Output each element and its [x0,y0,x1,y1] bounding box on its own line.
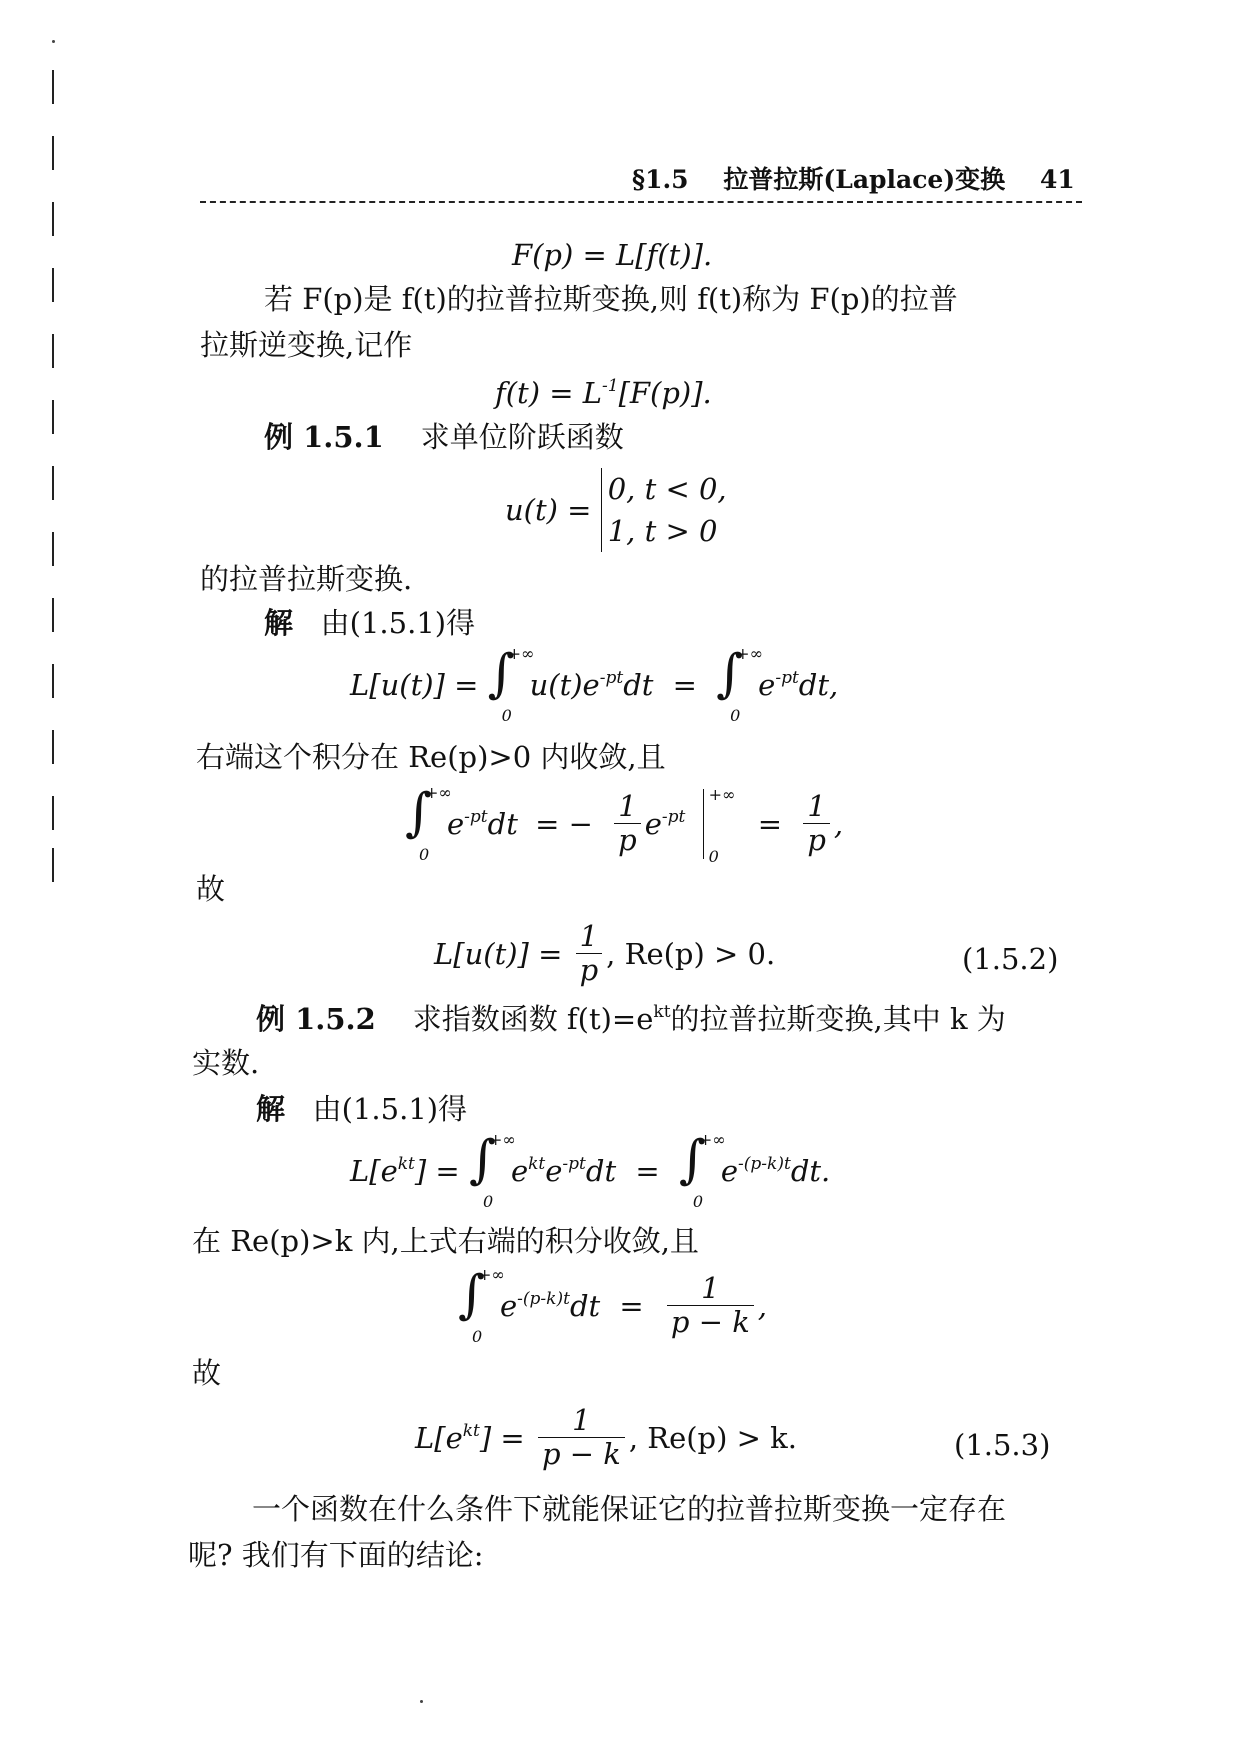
header-rule [200,201,1082,203]
example-tail: 的拉普拉斯变换,其中 k 为 [670,1002,1006,1036]
eval-lower: 0 [708,846,719,866]
exp-base: e [510,1154,529,1188]
example-1-tail: 的拉普拉斯变换. [200,562,413,596]
denominator: p [618,823,637,858]
gutter-mark [52,334,54,368]
integral-lower: 0 [692,1192,704,1211]
therefore-2: 故 [192,1356,222,1390]
example-1-5-1 [264,422,624,454]
eq-153-lhs: L[e [415,1420,463,1455]
integral-sign: ∫ +∞ 0 [716,644,763,725]
dt: dt [623,668,654,702]
eq-Le-lhs: L[e [350,1154,398,1188]
equals-minus: = − [535,806,593,841]
example-label: 例 1.5.1 [264,420,384,454]
fraction-1-over-p [576,920,603,988]
equation-integral-pk [458,1264,768,1346]
equation-Le-integral [350,1130,831,1211]
paragraph-final-line1: 一个函数在什么条件下就能保证它的拉普拉斯变换一定存在 [252,1492,1007,1526]
numerator: 1 [614,790,641,824]
case-1: 0, t < 0, [607,472,727,506]
header-section: §1.5 [632,165,689,194]
example-text: 求单位阶跃函数 [420,420,624,454]
gutter-mark [52,466,54,500]
example-text: 求指数函数 f(t)=e [412,1002,654,1036]
denominator: p [807,823,826,858]
piecewise-cases [601,468,727,552]
eq-153-close: ] = [479,1420,525,1455]
solution-label: 解 [264,606,294,640]
solution-text: 由(1.5.1)得 [320,606,476,640]
numerator: 1 [667,1272,754,1306]
integral-upper: +∞ [488,1130,516,1149]
integral-sign: ∫ +∞ 0 [487,644,535,725]
example-1-5-2 [256,1004,1006,1036]
equation-unit-step [505,468,727,552]
gutter-mark [52,70,54,104]
paragraph-converge-2: 在 Re(p)>k 内,上式右端的积分收敛,且 [192,1224,699,1258]
integral-lower: 0 [419,844,430,864]
period: . [821,1154,831,1188]
numerator: 1 [576,920,603,954]
integral-sign: ∫ +∞ 0 [458,1264,505,1346]
exponent: -(p-k)t [517,1288,570,1309]
dt: dt [790,1154,822,1188]
header-title: 拉普拉斯(Laplace)变换 [723,165,1006,194]
exp-base: e [644,806,662,841]
integrand: e [758,668,776,702]
equals: = [619,1288,644,1323]
integral-sign: ∫ +∞ 0 [678,1130,726,1211]
equation-1-5-2 [434,920,775,988]
scan-dot [52,40,55,43]
eval-upper: +∞ [708,784,736,804]
comma: , [829,668,839,702]
example-2-tail: 实数. [192,1046,260,1080]
page-number: 41 [1039,165,1075,194]
integral-upper: +∞ [478,1264,505,1284]
running-header [632,160,1075,196]
exponent: -pt [775,668,799,688]
equation-inverse-rhs: [F(p)]. [618,376,712,410]
exponent: -pt [599,668,624,688]
case-2: 1, t > 0 [607,514,718,549]
example-sup: kt [653,1002,671,1022]
equation-number-1-5-2: (1.5.2) [962,942,1059,976]
therefore-1: 故 [196,872,226,906]
equals: = [635,1154,660,1188]
equation-unit-step-lhs: u(t) = [505,493,592,528]
gutter-mark [52,730,54,764]
integral-upper: +∞ [507,644,535,663]
comma: , [833,806,844,841]
integral-upper: +∞ [425,782,452,802]
gutter-mark [52,848,54,882]
solution-1 [264,608,475,640]
paragraph-final-line2: 呢? 我们有下面的结论: [188,1538,484,1572]
denominator: p [579,953,599,988]
equals: = [757,806,783,841]
solution-label: 解 [256,1092,286,1126]
equation-inverse [495,376,712,410]
integral-lower: 0 [472,1326,483,1346]
scan-dot [420,1700,423,1703]
equation-laplace-def: F(p) = L[f(t)]. [512,238,713,272]
fraction-1-over-p [614,790,641,858]
fraction-1-over-p-minus-k [538,1404,625,1472]
equals: = [672,668,697,702]
exponent: -pt [661,806,686,827]
exponent: kt [397,1154,415,1174]
evaluation-bar [701,784,736,866]
fraction-1-over-p [803,790,830,858]
exp-base: e [720,1154,739,1188]
equation-integral-eval [405,782,844,866]
dt: dt [585,1154,617,1188]
exponent: -pt [464,806,488,827]
eq-152-condition: , Re(p) > 0. [606,936,776,971]
denominator: p − k [670,1305,750,1340]
exp-base: e [500,1288,518,1323]
exponent: -pt [562,1154,586,1174]
eq-Lu-lhs: L[u(t)] = [350,668,479,702]
example-label: 例 1.5.2 [256,1002,376,1036]
numerator: 1 [803,790,830,824]
equation-number-1-5-3: (1.5.3) [954,1428,1051,1462]
gutter-mark [52,202,54,236]
gutter-mark [52,136,54,170]
equation-inverse-lhs: f(t) = L [495,376,603,410]
solution-2 [256,1094,467,1126]
exponent: kt [462,1420,480,1441]
equation-1-5-3 [415,1404,797,1472]
integral-sign: ∫ +∞ 0 [405,782,452,864]
gutter-mark [52,664,54,698]
eq-153-condition: , Re(p) > k. [628,1420,797,1455]
gutter-mark [52,532,54,566]
paragraph-inverse-line1: 若 F(p)是 f(t)的拉普拉斯变换,则 f(t)称为 F(p)的拉普 [264,282,958,316]
gutter-mark [52,796,54,830]
exponent: kt [528,1154,546,1174]
integral-lower: 0 [501,706,512,725]
integral-lower: 0 [482,1192,494,1211]
solution-text: 由(1.5.1)得 [312,1092,468,1126]
paragraph-inverse-line2: 拉斯逆变换,记作 [200,328,413,362]
equation-inverse-sup: -1 [602,376,619,396]
exponent: -(p-k)t [738,1154,791,1174]
dt: dt [487,806,518,841]
gutter-mark [52,400,54,434]
eq-152-lhs: L[u(t)] = [434,936,563,971]
denominator: p − k [541,1437,621,1472]
integrand: u(t)e [529,668,600,702]
numerator: 1 [538,1404,625,1438]
integrand: e [447,806,465,841]
comma: , [757,1288,768,1323]
dt: dt [569,1288,601,1323]
equation-Lu-integral [350,644,839,725]
fraction-1-over-p-minus-k [667,1272,754,1340]
eq-Le-close: ] = [414,1154,460,1188]
gutter-mark [52,598,54,632]
gutter-mark [52,268,54,302]
integral-upper: +∞ [698,1130,726,1149]
integral-lower: 0 [730,706,741,725]
integral-sign: ∫ +∞ 0 [468,1130,516,1211]
paragraph-converge-1: 右端这个积分在 Re(p)>0 内收敛,且 [196,740,666,774]
exp-base: e [545,1154,563,1188]
dt: dt [798,668,830,702]
integral-upper: +∞ [736,644,763,663]
